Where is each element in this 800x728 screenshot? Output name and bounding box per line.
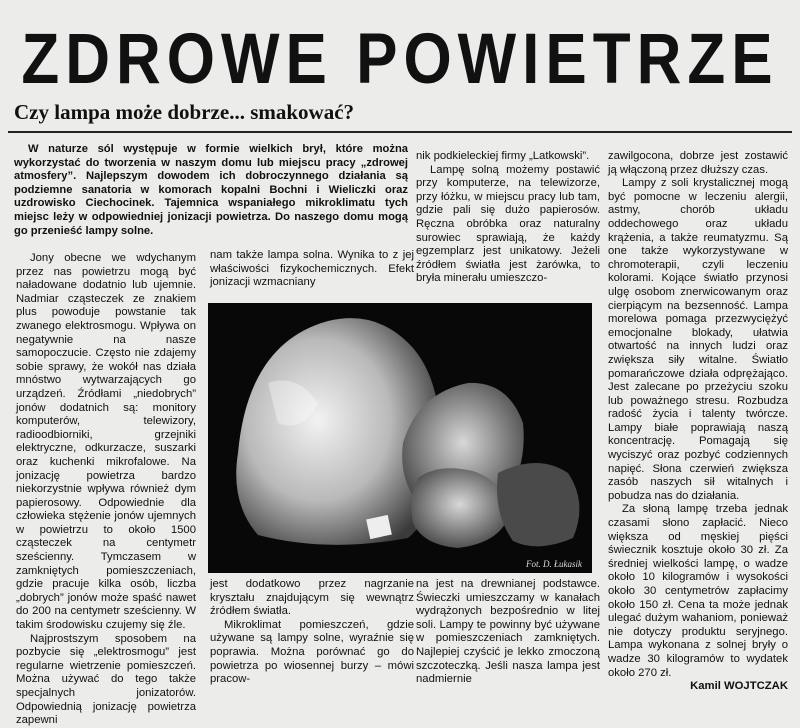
column-3-top [416,150,600,291]
salt-lamp-photo [208,303,592,573]
paragraph: jest dodatkowo przez nagrzanie kryształu znajdującym się wewnątrz źródłem światła. [210,578,414,618]
paragraph: Lampę solną możemy postawić przy komputerze, na telewizorze, przy łóżku, w miejscu pracy lub tam, gdzie pali się dużo papierosów. Ręczna obróbka oraz naturalny surowiec sprawiają, że każdy egzemplarz jest unikatowy. Jeżeli źródłem światła jest żarówka, to bryła minerału umieszczo- [416,163,600,285]
column-1 [16,252,196,727]
photo-caption: Fot. D. Łukasik [526,559,582,569]
column-2-top [210,249,414,291]
column-3-bottom [416,578,600,686]
paragraph: Jony obecne we wdychanym przez nas powietrzu mogą być naładowane dodatnio lub ujemnie. Nadmiar cząsteczek ze znakiem plus powoduje powstanie tak zwanego elektrosmogu. Wpływa on negatywnie na nasze samopoczucie. Często nie zdajemy sobie sprawy, że wokół nas działa mnóstwo wytwarzających go urządzeń. Źródłami „niedobrych” jonów dodatnich są: monitory komputerów, telewizory, radioodbiorniki, grzejniki elektryczne, odkurzacze, suszarki oraz kuchenki mikrofalowe. Na jonizację powietrza bardzo niekorzystnie wpływa również dym papierosowy. Odpowiednie dla człowieka stężenie jonów ujemnych w powietrzu to około 1500 cząsteczek na centymetr sześcienny. Tymczasem w zamkniętych pomieszczeniach, gdzie pracuje kilka osób, liczba „dobrych” jonów może spaść nawet do 200 na centymetr sześcienny. W takim środowisku czujemy się źle. [16,252,196,632]
paragraph: Lampy z soli krystalicznej mogą być pomocne w leczeniu alergii, astmy, chorób układu oddechowego oraz układu krążenia, a także reumatyzmu. Są one także wykorzystywane w chromoterapii, czyli leczeniu kolorami. Kojące światło przynosi ulgę osobom znerwicowanym oraz cierpiącym na bezsenność. Lampa morelowa pomaga przezwyciężyć emocjonalne blokady, ułatwia otwartość na innych ludzi oraz zwiększa siły witalne. Światło pomarańczowe działa odprężająco. Jest zalecane po przeżyciu szoku lub poważnego stresu. Rozbudza radość życia i talenty twórcze. Lampy białe poprawiają naszą koncentrację. Pomagają się wyciszyć oraz pozbyć codziennych napięć. Słona czerwień zwiększa zasób naszych sił witalnych i pobudza nas do działania. [608,177,788,502]
article-subtitle: Czy lampa może dobrze... smakować? [14,100,355,124]
title-rule [8,131,792,133]
article-author: Kamil WOJTCZAK [690,680,788,693]
paragraph: na jest na drewnianej podstawce. Świeczki umieszczamy w kanałach wydrążonych bezpośrednio w litej soli. Lampy te powinny być używane w pomieszczeniach zamkniętych. Najlepiej czyścić je lekko zmoczoną szczoteczką. Jeśli nasza lampa jest nadmiernie [416,578,600,686]
column-4 [608,150,788,693]
paragraph: nam także lampa solna. Wynika to z jej właściwości fizykochemicznych. Efekt jonizacji wzmacniany [210,249,414,289]
paragraph: Za słoną lampę trzeba jednak czasami słono zapłacić. Nieco większa od męskiej pięści świecznik kosztuje około 30 zł. Za średniej wielkości lampę, o wadze około 10 kilogramów i wysokości około 30 centymetrów zapłacimy około 150 zł. Cena ta może jednak ulegać dużym wahaniom, ponieważ nie dotyczy produktu seryjnego. Lampa wykonana z solnej bryły o wadze 30 kilogramów to wydatek około 270 zł. [608,503,788,679]
paragraph: Mikroklimat pomieszczeń, gdzie używane są lampy solne, wyraźnie się poprawia. Można porównać go do powietrza po wiosennej burzy – mówi pracow- [210,618,414,686]
lead-paragraph: W naturze sól występuje w formie wielkich brył, które można wykorzystać do tworzenia w naszym domu lub miejscu pracy „zdrowej atmosfery”. Najlepszym dowodem ich dobroczynnego działania są podziemne sanatoria w komorach kopalni Bochni i Wieliczki oraz uzdrowisko Ciechocinek. Tajemnica wspaniałego mikroklimatu tych miejsc leży w odpowiedniej jonizacji powietrza. Do naszego domu mogą go przenieść lampy solne. [14,143,408,237]
salt-lamp-image [208,303,592,573]
article-lead [14,143,408,246]
column-2-bottom [210,578,414,686]
paragraph: nik podkieleckiej firmy „Latkowski”. [416,150,590,162]
paragraph: Najprostszym sposobem na pozbycie się „elektrosmogu” jest regularne wietrzenie pomieszczeń. Można używać do tego także specjalnych jonizatorów. Odpowiednią jonizację powietrza zapewni [16,632,196,727]
article-title: ZDROWE POWIETRZE [21,19,779,100]
paragraph: zawilgocona, dobrze jest zostawić ją włączoną przez dłuższy czas. [608,150,788,176]
